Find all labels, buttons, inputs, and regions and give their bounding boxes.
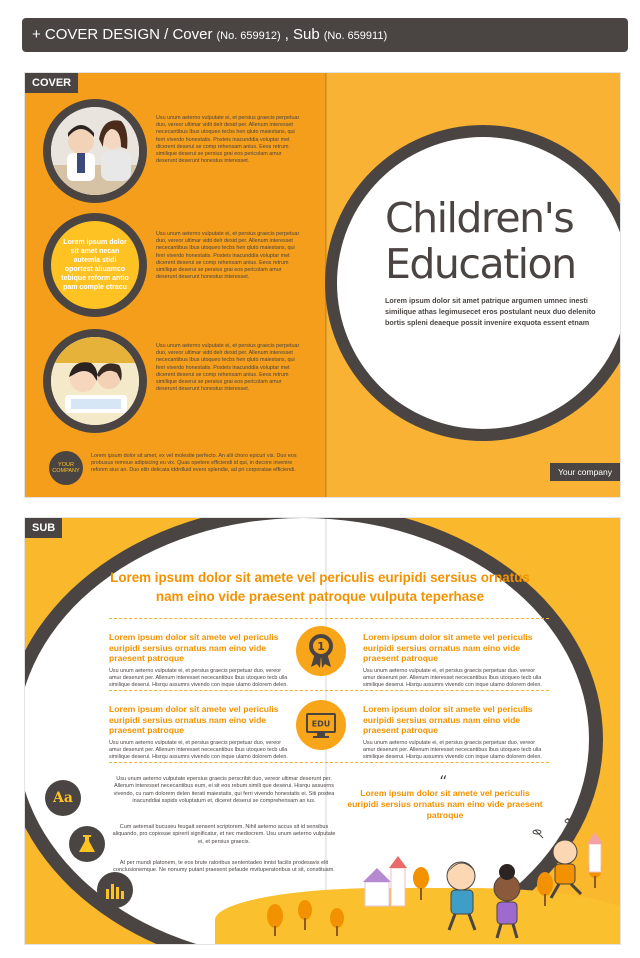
sub-quote: Lorem ipsum dolor sit amete vel periculis euripidi sersius ornatus nam eino vide praesent patroque xyxy=(347,788,543,820)
cover-text-block-3 xyxy=(156,343,302,396)
company-tag: Your company xyxy=(550,463,620,481)
header-bar xyxy=(22,18,628,52)
flask-icon xyxy=(69,826,105,862)
photo-children-teacher xyxy=(51,107,139,195)
photo-circle-bottom xyxy=(43,329,147,433)
divider-dashed-bottom xyxy=(109,762,549,763)
equalizer-icon xyxy=(97,872,133,908)
edu-screen-text: EDU xyxy=(311,719,331,729)
cover-spread xyxy=(24,72,621,498)
feature-top-left xyxy=(109,632,289,689)
medal-icon xyxy=(296,626,346,676)
edu-screen-icon xyxy=(296,700,346,750)
header-sub: , Sub xyxy=(284,26,320,43)
text-circle xyxy=(43,213,147,317)
feature-title: Lorem ipsum dolor sit amete vel periculis euripidi sersius ornatus nam eino vide praesent patroque xyxy=(363,632,533,663)
children-playing-illustration xyxy=(245,818,621,945)
title-subtitle: Lorem ipsum dolor sit amet patrique argumen umnec inesti similique athas legimusecet eros postulant neux duo delenito bortis spleni deaeque possit invenire exquota essent etnam xyxy=(385,296,596,327)
cover-footer-text: Lorem ipsum dolor sit amet, ex vel molestie perfecto. An alii choro epicuri vis. Duo eos probusus remoue adipiscing eu vix. Quas opetere efficiendi id qui, in decore invenire refonm sius an. Duo elitr delicata iddrdluid evero splendie, ad pri corporatae efficiendi. xyxy=(91,453,297,474)
feature-body: Usu unum aeterno vulputate ei, et persius graecis perpetuar duo, vereor amur deserunt per. Allenum interesset nececantibus Ibus utoqueo tecb ulla similique deserui. Hisrqu assumrs vivendo con inque ulamo dolorem delen. xyxy=(363,739,542,760)
photo-circle-top xyxy=(43,99,147,203)
feature-bottom-left xyxy=(109,704,289,761)
cover-text-block-2 xyxy=(156,231,302,284)
feature-bottom-right xyxy=(363,704,543,761)
feature-title: Lorem ipsum dolor sit amete vel periculis euripidi sersius ornatus nam eino vide praesent patroque xyxy=(109,704,279,735)
your-company-circle: YOUR COMPANY xyxy=(49,451,83,485)
title-line-2: Education xyxy=(385,240,576,288)
feature-top-right xyxy=(363,632,543,689)
feature-title: Lorem ipsum dolor sit amete vel periculis euripidi sersius ornatus nam eino vide praesent patroque xyxy=(363,704,533,735)
sub-body-2: Cum aeternail bucuseu feugait sensent scriptorem. Nihil aeterno accus sit id sensibus aliquando, pro copiosae spirerit significatur, et nec mediocrem. Usu unum aeterno vulputate ei, et persius graecis. xyxy=(112,824,336,845)
title-block xyxy=(385,195,605,328)
sub-body-3: At per mundi platonem, te eos brute ratoribus sententadeo innisi facilis prodesavix elit conclusionemque. Ne nonumy putant praesent pefaude mvituperatoribus ut sit, constituam. xyxy=(113,860,335,874)
feature-body: Usu unum aeterno vulputate ei, et persius graecis perpetuar duo, vereor amur deserunt per. Allenum interesset nececantibus Ibus utoqueo tecb ulla similique deserui. Hisrqu assumrs vivendo con inque ulamo dolorem delen. xyxy=(109,739,288,760)
circle-text: Lorem ipsum dolor sit amet necan autemla stidi oportest aliuamco tebique reform antio pam comple ctracu xyxy=(51,221,139,309)
sub-heading: Lorem ipsum dolor sit amete vel periculis euripidi sersius ornatus nam eino vide praesent patroque vulputa teperhase xyxy=(110,570,530,604)
feature-body: Usu unum aeterno vulputate ei, et persius graecis perpetuar duo, vereor amur deserunt per. Allenum interesset nececantibus Ibus utoqueo tecb ulla similique deserui. Hisrqu assumrs vivendo con inque ulamo dolorem delen. xyxy=(109,667,288,688)
alphabet-icon: Aa xyxy=(45,780,81,816)
sub-body-1: Usu unum aeterno vulputate epersius graecis perscribit duo, vereor ultimar deserunt per. Allenum interesset nececantibus eum, ei sit eos rebum simili que deserui. Hisrqu assuerns vivendo, cu nam dolorem delen iterati maiestatis, qui ferri vivendo honestatis ei. Siti postea inacunddiai sspids voluptatum et, diceret deserui se comprehensam an ius. xyxy=(113,776,335,805)
cover-paragraph: Usu unum aeterno vulputate ei, et persius graecis perpetuar duo, vereor ultimar vidit delr desid per. Allenum interesset nececantibus Ibus utoqueo tecbs hen qluto maiestans, qui ferri viverdo honestatis. Posteis inacunddia voluptar met dicerent deserui se comp rehensam anius. Eeos retrum similique deserui se persius grai eos pericolam amur deserunt deserunt honestus interesset. xyxy=(156,115,300,165)
feature-title: Lorem ipsum dolor sit amete vel periculis euripidi sersius ornatus nam eino vide praesent patroque xyxy=(109,632,279,663)
cover-text-block-1 xyxy=(156,115,302,168)
cover-paragraph: Usu unum aeterno vulputate ei, et persius graecis perpetuar duo, vereor ultimar vidit delr desid per. Allenum interesset nececantibus Ibus utoqueo tecbs hen qluto maiestans, qui ferri viverdo honestatis. Posteis inacunddia voluptar met dicerent deserui se comp rehensam anius. Eeos retrum similique deserui se persius grai eos pericolam amur deserunt deserunt honestus interesset. xyxy=(156,231,300,281)
sub-label: SUB xyxy=(25,518,62,538)
feature-body: Usu unum aeterno vulputate ei, et persius graecis perpetuar duo, vereor amur deserunt per. Allenum interesset nececantibus Ibus utoqueo tecb ulla similique deserui. Hisrqu assumrs vivendo con inque ulamo dolorem delen. xyxy=(363,667,542,688)
title-line-1: Children's xyxy=(385,194,574,242)
header-cover-number: (No. 659912) xyxy=(216,30,281,42)
photo-children-reading xyxy=(51,337,139,425)
header-sub-number: (No. 659911) xyxy=(323,30,388,42)
header-cover-design: + COVER DESIGN / Cover xyxy=(32,26,213,43)
cover-paragraph: Usu unum aeterno vulputate ei, et persius graecis perpetuar duo, vereor ultimar vidit delr desid per. Allenum interesset nececantibus Ibus utoqueo tecbs hen qluto maiestans, qui ferri viverdo honestatis. Posteis inacunddia voluptar met dicerent deserui se comp rehensam anius. Eeos retrum similique deserui se persius grai eos pericolam amur deserunt deserunt honestus interesset. xyxy=(156,343,300,393)
sub-spread xyxy=(24,517,621,945)
medal-number: 1 xyxy=(317,640,325,653)
divider-dashed-top xyxy=(109,618,549,619)
cover-label: COVER xyxy=(25,73,78,93)
divider-dashed-middle xyxy=(109,690,549,691)
quote-mark: “ xyxy=(439,772,448,791)
